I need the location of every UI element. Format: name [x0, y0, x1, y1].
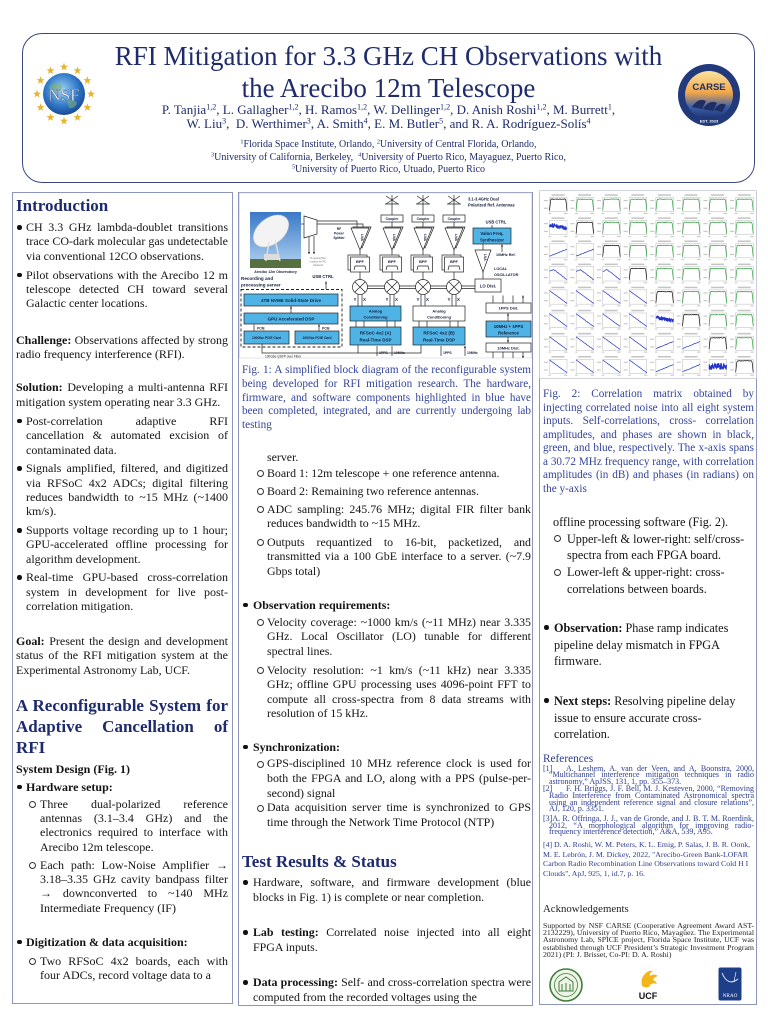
digitization-sub-item: Two RFSoC 4x2 boards, each with four ADCs, record voltage data to a: [16, 954, 228, 983]
pcie-label: PCIE: [322, 326, 330, 331]
author: and R. A. Rodríguez-Solís$^4$: [449, 116, 591, 131]
bandpass-filter: [411, 255, 433, 272]
solution-bullet: Signals amplified, filtered, and digitized via RFSoC 4x2 ADCs; digital filtering reduces bandwidth to ~15 MHz (~1400 km/s).: [16, 461, 228, 518]
svg-text:X: X: [426, 297, 429, 302]
fiber-note: To optical fiber: [309, 257, 327, 260]
author: W. Dellinger$^{1,2}$,: [373, 102, 457, 117]
poster-title-line-2: the Arecibo 12m Telescope: [241, 73, 536, 103]
author: A. Smith$^4$,: [316, 116, 375, 131]
results-sub-item: Upper-left & lower-right: self/cross-spectra from each FPGA board.: [543, 531, 754, 564]
author: M. Burrett$^1$,: [552, 102, 616, 117]
author: D. Anish Roshi$^{1,2}$,: [456, 102, 553, 117]
circle-bullet-icon: [256, 502, 267, 531]
mixer-icon: [416, 280, 431, 295]
svg-text:Y: Y: [353, 297, 357, 302]
ucf-logo-text: UCF: [638, 991, 658, 1001]
gpu-dsp-block: [244, 313, 338, 324]
ucf-logo: [633, 966, 663, 1002]
svg-text:Analog: Analog: [432, 308, 446, 314]
mixer-icon: [385, 280, 400, 295]
circle-bullet-icon: [28, 858, 40, 915]
svg-text:Conditioning: Conditioning: [427, 314, 451, 320]
author: L. Gallagher$^{1,2}$,: [222, 102, 306, 117]
fig1-container: [242, 193, 531, 364]
system-heading: A Reconfigurable System for Adaptive Cancellation of RFI: [16, 695, 228, 757]
circle-bullet-icon: [256, 615, 267, 659]
affiliations-line-1: $^1$Florida Space Institute, Orlando, $^2$University of Central Florida, Orlando,: [240, 138, 537, 150]
bullet-icon: [16, 935, 26, 949]
svg-text:LNA: LNA: [392, 234, 396, 241]
author: W. Liu$^3$,: [186, 116, 236, 131]
bullet-icon: [16, 220, 26, 263]
splitter-label: Power: [334, 231, 344, 236]
svg-text:GPU Accelerated DSP: GPU Accelerated DSP: [267, 316, 315, 322]
svg-text:Real-Time DSP: Real-Time DSP: [359, 337, 392, 343]
circle-bullet-icon: [256, 466, 267, 481]
synchronization-bullet: Synchronization:: [242, 740, 531, 755]
circle-bullet-icon: [256, 663, 267, 721]
10mhz-ref-label: 10MHz Ref.: [496, 253, 516, 257]
svg-text:BPF: BPF: [388, 259, 396, 264]
results-sub-item: Lower-left & upper-right: cross-correlations between boards.: [543, 564, 754, 597]
poster-title-line-1: RFI Mitigation for 3.3 GHz CH Observations with: [114, 41, 663, 71]
observation-sub-item: Velocity resolution: ~1 km/s (~11 kHz) near 3.335 GHz; offline GPU processing uses 4096-point FFT to compute all cross-spectra from 8 data streams with resolution of 15 kHz.: [242, 663, 531, 721]
fig1-caption: Fig. 1: A simplified block diagram of the reconfigurable system being developed for RFI mitigation research. The hardware, firmware, and software components highlighted in blue have been completed, integrated, and are currently undergoing lab testing: [242, 364, 531, 432]
fig2-correlation-matrix: [539, 190, 757, 379]
svg-text:4TB NVME Solid-State Drive: 4TB NVME Solid-State Drive: [260, 297, 322, 303]
ssd-block: [244, 294, 338, 306]
system-design-subheading: System Design (Fig. 1): [16, 761, 130, 776]
middle-column: [238, 192, 533, 1006]
carse-logo-text: CARSE: [692, 82, 726, 93]
coupler-block: [381, 215, 403, 222]
intro-bullet: CH 3.3 GHz lambda-doublet transitions trace CO-dark molecular gas undetectable via conventional 12CO observations.: [16, 220, 228, 263]
server-label: Recording and: [241, 276, 274, 281]
affiliations-line-2: $^3$University of California, Berkeley, $^4$University of Puerto Rico, Mayaguez, Puerto Rico,: [211, 151, 566, 163]
fiber-label: 100Gbe QSFP over Fiber: [265, 354, 302, 359]
nrao-logo: [718, 967, 742, 1001]
coupler-block: [443, 215, 465, 222]
antennas-label: 3.1-3.4GHz Dual: [468, 196, 499, 202]
bullet-icon: [16, 570, 26, 613]
antennas-label: Polarized Ref. Antennas: [468, 202, 515, 208]
svg-text:Reference: Reference: [498, 330, 519, 336]
svg-text:Valon Freq.: Valon Freq.: [480, 231, 504, 236]
rfsoc-board-a: [350, 327, 401, 345]
circle-bullet-icon: [256, 756, 267, 800]
svg-text:LNA: LNA: [483, 254, 487, 261]
fiber-note: backend: [313, 264, 323, 267]
authors-line-2: [22, 117, 755, 131]
acknowledgements-text: Supported by NSF CARSE (Cooperative Agreement Award AST-2132229), University of Puerto Rico, Mayagüez. The Experimental Astronomy Lab, SPICE project, Florida Space Institute, UCF was established through UCF President’s Strategic Investment Program 2021) (PI: J. Brisset, Co-PI: D. A. Roshi): [543, 921, 754, 959]
svg-text:Synthesizer: Synthesizer: [479, 237, 505, 243]
local-oscillator-label: OSCILLATOR: [494, 273, 519, 277]
next-steps-bullet: Next steps: Resolving pipeline delay issue to ensure accurate cross-correlation.: [543, 693, 754, 743]
svg-text:BPF: BPF: [450, 259, 458, 264]
left-column: [12, 192, 233, 1004]
observation-sub-item: Velocity coverage: ~1000 km/s (~11 MHz) near 3.335 GHz. Local Oscillator (LO) tunable for different spectral lines.: [242, 615, 531, 659]
svg-text:LO Dist.: LO Dist.: [479, 283, 497, 289]
digitization-sub-item: ADC sampling: 245.76 MHz; digital FIR filter bank reduces bandwidth to ~15 MHz.: [242, 502, 531, 531]
pps-label: 1PPS: [379, 351, 388, 355]
lo-distribution: [475, 279, 501, 292]
circle-bullet-icon: [256, 535, 267, 579]
mixer-icon: [353, 280, 368, 295]
circle-bullet-icon: [553, 531, 567, 564]
challenge-text: Observations affected by strong radio frequency interference (RFI).: [16, 332, 228, 362]
svg-text:Coupler: Coupler: [416, 217, 430, 221]
svg-text:X: X: [395, 297, 398, 302]
analog-conditioning-b: [413, 306, 465, 321]
pcie-label: PCIE: [257, 326, 265, 331]
bullet-icon: [242, 925, 253, 954]
svg-text:BPF: BPF: [419, 259, 427, 264]
synchronization-sub-item: Data acquisition server time is synchronized to GPS time through the Network Time Protocol (NTP): [242, 800, 531, 829]
digitization-sub-item: Outputs requantized to 16-bit, packetized, and transmitted via a 100 GbE interface to a server. (~7.9 Gbps total): [242, 535, 531, 579]
server-label: processing server: [241, 282, 281, 288]
svg-text:10MHz Dist.: 10MHz Dist.: [497, 345, 520, 351]
fig2-caption: Fig. 2: Correlation matrix obtained by injecting correlated noise into all eight system inputs. Self-correlations, cross- correlation amplitudes, and phases are shown in black, green, and blue, respectively. The x-axis spans a 30.72 MHz frequency range, with correlation amplitudes (in dB) and phases (in radians) on the y-axis: [543, 388, 754, 495]
svg-text:LNA: LNA: [423, 234, 427, 241]
coupler-block: [412, 215, 434, 222]
circle-bullet-icon: [256, 484, 267, 499]
processing-continued: offline processing software (Fig. 2).: [553, 514, 729, 529]
digitization-sub-item: Board 1: 12m telescope + one reference antenna.: [242, 466, 531, 481]
author: E. M. Butler$^5$,: [374, 116, 450, 131]
10mhz-distribution: [486, 343, 531, 352]
fig1-block-diagram: [238, 190, 533, 360]
challenge-paragraph: [16, 333, 228, 362]
fig2-container: [543, 193, 754, 388]
fiber-note: module for RC: [309, 260, 327, 264]
usb-ctrl-label: USB CTRL: [485, 219, 507, 225]
bullet-icon: [16, 780, 26, 794]
pps-label: 1PPS: [443, 351, 452, 355]
circle-bullet-icon: [28, 954, 40, 983]
solution-bullet: Real-time GPU-based cross-correlation system in development for live post-correlation mitigation.: [16, 570, 228, 613]
bandpass-filter: [380, 255, 402, 272]
svg-text:Y: Y: [416, 297, 420, 302]
acknowledgements-heading: Acknowledgements: [543, 903, 629, 916]
introduction-heading: Introduction: [16, 196, 109, 215]
circle-bullet-icon: [256, 800, 267, 829]
svg-text:100Gbe PCIE Card: 100Gbe PCIE Card: [252, 336, 281, 340]
author: P. Tanjia$^{1,2}$,: [161, 102, 223, 117]
circle-bullet-icon: [28, 797, 40, 854]
svg-text:Real-Time DSP: Real-Time DSP: [423, 337, 455, 343]
digitization-sub-item: Board 2: Remaining two reference antennas.: [242, 484, 531, 499]
affiliations-line-3: $^5$University of Puerto Rico, Utuado, Puerto Rico: [291, 163, 486, 175]
upr-seal-logo: [548, 968, 584, 1002]
solution-bullet: Supports voltage recording up to 1 hour; GPU-accelerated offline processing for algorithm development.: [16, 523, 228, 566]
digitization-bullet: Digitization & data acquisition:: [16, 935, 228, 949]
10mhz-label: 10MHz: [467, 351, 478, 355]
challenge-label: Challenge:: [16, 332, 72, 347]
solution-text: Developing a multi-antenna RFI mitigation system operating near 3.3 GHz.: [16, 380, 228, 409]
bullet-icon: [543, 620, 554, 670]
svg-text:100Gbe PCIE Card: 100Gbe PCIE Card: [302, 336, 332, 340]
bullet-icon: [16, 523, 26, 566]
digitization-continued: server.: [267, 449, 299, 464]
solution-paragraph: [16, 380, 228, 409]
svg-text:Coupler: Coupler: [385, 217, 399, 221]
reference-item: [3]A. R. Offringa, J. J., van de Gronde, and J. B. T. M. Roerdink, 2012, “A morphological algorithm for improving radio-frequency interference detection,” A&A, 539, A95.: [543, 814, 754, 837]
bullet-icon: [16, 461, 26, 518]
bandpass-filter: [348, 255, 370, 272]
solution-bullet: Post-correlation adaptive RFI cancellation & automated excision of contaminated data.: [16, 414, 228, 457]
10mhz-label: 10MHz: [394, 351, 405, 355]
goal-paragraph: [16, 634, 228, 677]
bullet-icon: [16, 268, 26, 311]
svg-text:Y: Y: [385, 297, 389, 302]
svg-text:LNA: LNA: [454, 234, 458, 241]
bullet-icon: [16, 414, 26, 457]
svg-text:Y: Y: [447, 297, 451, 302]
svg-text:LNA: LNA: [360, 234, 364, 241]
svg-text:X: X: [363, 297, 366, 302]
svg-text:BPF: BPF: [356, 259, 364, 264]
bullet-icon: [242, 740, 253, 755]
observation-bullet: Observation: Phase ramp indicates pipeline delay mismatch in FPGA firmware.: [543, 620, 754, 670]
intro-bullet: Pilot observations with the Arecibo 12 m telescope detected CH toward several Galactic center locations.: [16, 268, 228, 311]
nrao-logo-text: NRAO: [722, 993, 738, 999]
usb-ctrl-label: USB CTRL: [312, 274, 334, 279]
bullet-icon: [242, 598, 253, 613]
splitter-label: RF: [336, 227, 342, 231]
solution-label: Solution:: [16, 380, 63, 395]
analog-conditioning-a: [350, 306, 401, 321]
goal-text: Present the design and development status of the RFI mitigation system at the Experimental Astronomy Lab, UCF.: [16, 633, 228, 677]
hardware-sub-item: Each path: Low-Noise Amplifier → 3.18–3.35 GHz cavity bandpass filter → downconverted to ~140 MHz Intermediate Frequency (IF): [16, 858, 228, 915]
hardware-bullet: Hardware setup:: [16, 780, 228, 794]
rfsoc-board-b: [413, 327, 465, 345]
valon-synthesizer: [473, 228, 511, 244]
svg-text:Coupler: Coupler: [447, 217, 461, 221]
references-heading: References: [543, 752, 594, 765]
authors-line-1: [22, 103, 755, 117]
author: H. Ramos$^{1,2}$,: [305, 102, 374, 117]
bandpass-filter: [442, 255, 464, 272]
svg-text:10MHz + 1PPS: 10MHz + 1PPS: [493, 324, 524, 329]
telescope-photo: [247, 208, 301, 268]
hardware-sub-item: Three dual-polarized reference antennas (3.1–3.4 GHz) and the electronics required to interface with Arecibo 12m telescope.: [16, 797, 228, 854]
telescope-label: Arecibo 12m Observatory: [254, 270, 297, 274]
circle-bullet-icon: [553, 564, 567, 597]
splitter-label: Splitter: [333, 236, 345, 240]
svg-text:RFSoC 4x2 (A): RFSoC 4x2 (A): [359, 330, 392, 336]
carse-est-text: EST. 2023: [699, 118, 719, 124]
bullet-icon: [543, 693, 554, 743]
author: D. Werthimer$^3$,: [235, 116, 317, 131]
bullet-icon: [242, 875, 253, 904]
synchronization-sub-item: GPS-disciplined 10 MHz reference clock is used for both the FPGA and LO, along with a PPS (pulse-per-second) signal: [242, 756, 531, 800]
svg-text:Analog: Analog: [368, 308, 383, 314]
pcie-card-block: [295, 331, 339, 344]
svg-text:RFSoC 4x2 (B): RFSoC 4x2 (B): [423, 330, 455, 336]
reference-clock: [486, 321, 531, 337]
observation-requirements-bullet: Observation requirements:: [242, 598, 531, 613]
right-column: [539, 192, 757, 1005]
svg-text:Conditioning: Conditioning: [363, 314, 388, 320]
pps-distribution: [486, 303, 531, 313]
mixer-icon: [447, 280, 462, 295]
bullet-icon: [242, 975, 253, 1004]
nsf-logo-text: NSF: [48, 85, 80, 105]
results-bullet: Data processing: Self- and cross-correlation spectra were computed from the recorded voltages using the: [242, 975, 531, 1004]
pcie-card-block: [244, 331, 289, 344]
results-bullet: Lab testing: Correlated noise injected into all eight FPGA inputs.: [242, 925, 531, 954]
local-oscillator-label: LOCAL: [494, 267, 508, 271]
svg-text:X: X: [457, 297, 460, 302]
reference-item: [4] D. A. Roshi, W. M. Peters, K. L. Emig, P. Salas, J. B. R. Oonk, M. E. Lebrón, J. M. Dickey, 2022, "Arecibo-Green Bank-LOFAR Carbon Radio Recombination Line Observations toward Cold H I Clouds", ApJ, 925, 1, id.7, p. 16.: [543, 839, 751, 879]
reference-item: [2] F. H. Briggs, J. F. Bell, M. J. Kesteven, 2000, “Removing Radio Interference from Contaminated Astronomical spectra using an independent reference signal and closure relations”, AJ, 120, p. 3351.: [543, 784, 754, 814]
svg-text:1PPS Dist.: 1PPS Dist.: [498, 305, 519, 311]
results-bullet: Hardware, software, and firmware development (blue blocks in Fig. 1) is complete or near completion.: [242, 875, 531, 904]
test-results-heading: Test Results & Status: [242, 851, 397, 871]
reference-item: [1] A. Leshem, A. van der Veen, and A. Boonstra, 2000, “Multichannel interference mitigation techniques in radio astronomy,” ApJSS, 131, 1, pp. 355–373.: [543, 763, 754, 786]
goal-label: Goal:: [16, 633, 45, 648]
